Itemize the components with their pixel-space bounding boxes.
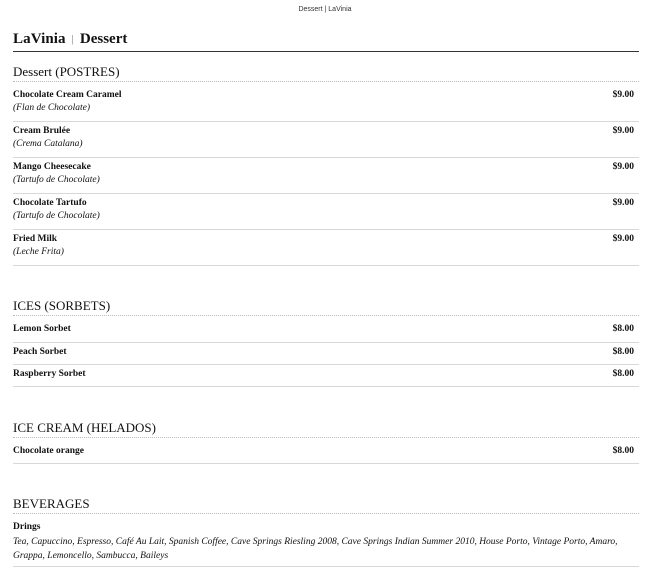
item-description: Tea, Capuccino, Espresso, Café Au Lait, Spanish Coffee, Cave Springs Riesling 2008, Cave Springs Indian Summer 2010, House Porto, Vintage Porto, Amaro, Grappa, Lemoncello, Sambucca, Baileys <box>13 537 618 561</box>
restaurant-name[interactable]: LaVinia <box>13 31 66 47</box>
item-description: (Tartufo de Chocolate) <box>13 211 100 221</box>
item-name: Cream Brulée <box>13 126 71 136</box>
item-description: (Tartufo de Chocolate) <box>13 175 100 185</box>
item-price: $8.00 <box>612 347 634 357</box>
category-title-ices: ICES (SORBETS) <box>13 298 639 316</box>
menu-item <box>13 446 639 464</box>
item-name: Mango Cheesecake <box>13 162 91 172</box>
category-title-beverages: BEVERAGES <box>13 496 639 514</box>
item-name: Chocolate Cream Caramel <box>13 90 122 100</box>
item-name: Raspberry Sorbet <box>13 369 86 379</box>
item-description: (Leche Frita) <box>13 247 64 257</box>
item-description: (Crema Catalana) <box>13 139 83 149</box>
item-price: $9.00 <box>612 90 634 100</box>
menu-item <box>13 369 639 387</box>
item-price: $8.00 <box>612 446 634 456</box>
item-name: Drings <box>13 522 41 532</box>
item-description: (Flan de Chocolate) <box>13 103 91 113</box>
category-title-ice-cream: ICE CREAM (HELADOS) <box>13 420 639 438</box>
item-name: Lemon Sorbet <box>13 324 71 334</box>
menu-item <box>13 162 639 194</box>
item-price: $9.00 <box>612 198 634 208</box>
section-title: Dessert <box>79 31 128 47</box>
menu-item <box>13 347 639 365</box>
menu-item <box>13 234 639 266</box>
category-title-dessert: Dessert (POSTRES) <box>13 64 639 82</box>
item-name: Peach Sorbet <box>13 347 67 357</box>
item-price: $8.00 <box>612 369 634 379</box>
item-price: $9.00 <box>612 234 634 244</box>
menu-item <box>13 522 639 567</box>
menu-item <box>13 198 639 230</box>
item-price: $8.00 <box>612 324 634 334</box>
header-separator: | <box>71 33 74 45</box>
menu-item <box>13 126 639 158</box>
menu-item <box>13 324 639 343</box>
item-name: Chocolate orange <box>13 446 84 456</box>
page-header <box>13 30 639 52</box>
item-price: $9.00 <box>612 126 634 136</box>
item-price: $9.00 <box>612 162 634 172</box>
document-title: Dessert | LaVinia <box>298 6 352 13</box>
menu-item <box>13 90 639 122</box>
item-name: Fried Milk <box>13 234 58 244</box>
item-name: Chocolate Tartufo <box>13 198 87 208</box>
